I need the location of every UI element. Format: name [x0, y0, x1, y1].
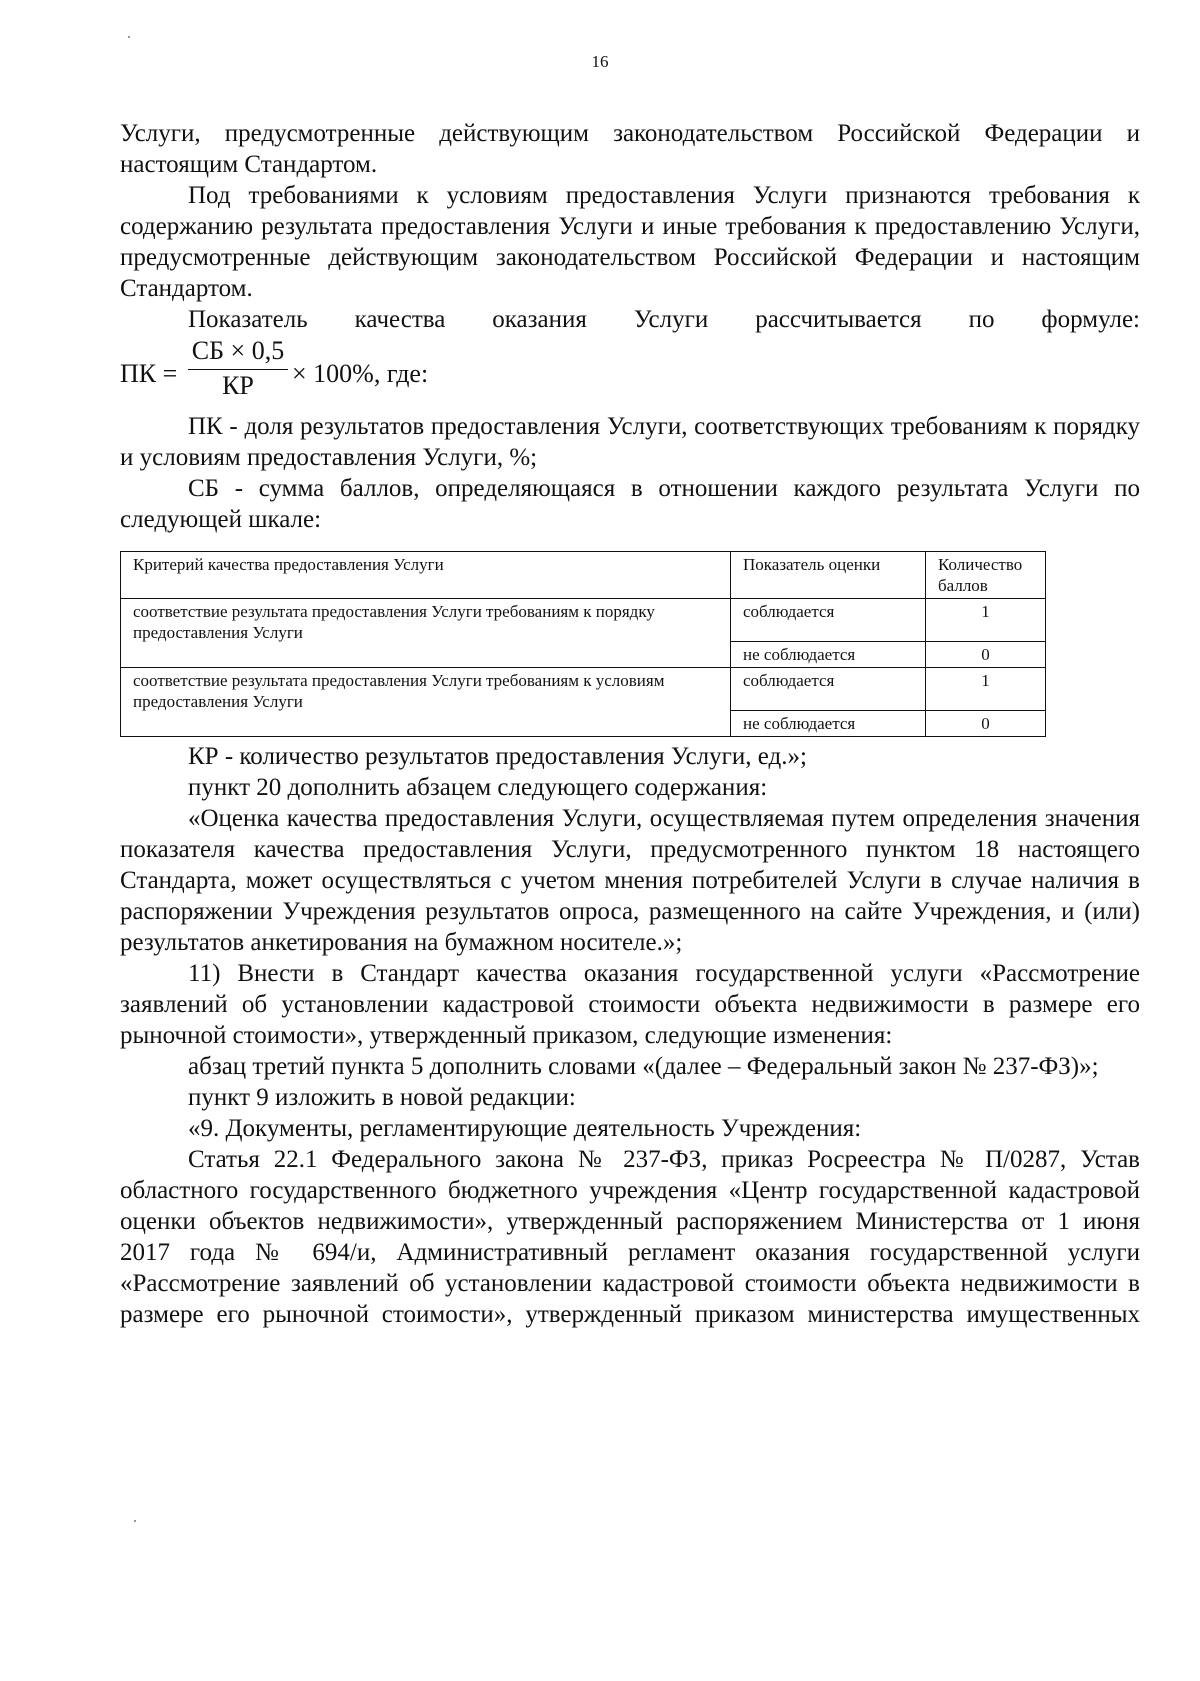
- quality-formula: [120, 335, 1140, 411]
- table-row: [121, 599, 1046, 642]
- paragraph: «Оценка качества предоставления Услуги, осуществляемая путем определения значения показателя качества предоставления Услуги, предусмотренного пунктом 18 настоящего Стандарта, может осуществляться с учетом мнения потребителей Услуги в случае наличия в распоряжении Учреждения результатов опроса, размещенного на сайте Учреждения, и (или) результатов анкетирования на бумажном носителе.»;: [120, 805, 1140, 956]
- document-body: [120, 118, 1140, 1330]
- paragraph: КР - количество результатов предоставления Услуги, ед.»;: [188, 743, 807, 770]
- paragraph: Показатель качества оказания Услуги рассчитывается по формуле:: [188, 306, 1140, 333]
- formula-rhs: × 100%, где:: [292, 359, 429, 388]
- formula-denominator: КР: [222, 371, 254, 400]
- table-cell-points: 0: [926, 642, 1046, 668]
- paragraph: Услуги, предусмотренные действующим законодательством Российской Федерации и настоящим Стандартом.: [120, 120, 1140, 178]
- scan-speck: [134, 1520, 136, 1522]
- table-header-row: [121, 552, 1046, 599]
- scan-speck: [128, 36, 130, 38]
- table-cell-criterion: соответствие результата предоставления Услуги требованиям к условиям предоставления Услуги: [121, 668, 731, 737]
- table-cell-points: 0: [926, 711, 1046, 737]
- table-cell-criterion: соответствие результата предоставления Услуги требованиям к порядку предоставления Услуги: [121, 599, 731, 668]
- paragraph: ПК - доля результатов предоставления Услуги, соответствующих требованиям к порядку и условиям предоставления Услуги, %;: [120, 413, 1140, 471]
- paragraph: Под требованиями к условиям предоставления Услуги признаются требования к содержанию результата предоставления Услуги и иные требования к предоставлению Услуги, предусмотренные действующим законодательством Российской Федерации и настоящим Стандартом.: [120, 182, 1140, 302]
- paragraph: СБ - сумма баллов, определяющаяся в отношении каждого результата Услуги по следующей шкале:: [120, 475, 1140, 533]
- table-header: Показатель оценки: [731, 552, 926, 599]
- table-header: Количество баллов: [926, 552, 1046, 599]
- paragraph: «9. Документы, регламентирующие деятельность Учреждения:: [188, 1115, 862, 1142]
- paragraph: пункт 20 дополнить абзацем следующего содержания:: [188, 774, 768, 801]
- table-cell-points: 1: [926, 599, 1046, 642]
- table-cell-points: 1: [926, 668, 1046, 711]
- table-cell-indicator: соблюдается: [731, 668, 926, 711]
- table-cell-indicator: не соблюдается: [731, 642, 926, 668]
- table-cell-indicator: соблюдается: [731, 599, 926, 642]
- scoring-table: [120, 551, 1046, 737]
- paragraph: Статья 22.1 Федерального закона № 237-ФЗ, приказ Росреестра № П/0287, Устав областного государственного бюджетного учреждения «Центр государственной кадастровой оценки объектов недвижимости», утвержденный распоряжением Министерства от 1 июня 2017 года № 694/и, Административный регламент оказания государственной услуги «Рассмотрение заявлений об установлении кадастровой стоимости объекта недвижимости в размере его рыночной стоимости», утвержденный приказом министерства имущественных: [120, 1146, 1140, 1328]
- formula-numerator: СБ × 0,5: [191, 336, 285, 365]
- paragraph: абзац третий пункта 5 дополнить словами «(далее – Федеральный закон № 237-ФЗ)»;: [188, 1053, 1099, 1080]
- page-number: 16: [591, 52, 609, 71]
- formula-lhs: ПК =: [120, 359, 178, 388]
- table-header: Критерий качества предоставления Услуги: [121, 552, 731, 599]
- paragraph: 11) Внести в Стандарт качества оказания государственной услуги «Рассмотрение заявлений об установлении кадастровой стоимости объекта недвижимости в размере его рыночной стоимости», утвержденный приказом, следующие изменения:: [120, 960, 1140, 1049]
- table-row: [121, 668, 1046, 711]
- paragraph: пункт 9 изложить в новой редакции:: [188, 1084, 576, 1111]
- formula-fraction: [188, 335, 288, 402]
- table-cell-indicator: не соблюдается: [731, 711, 926, 737]
